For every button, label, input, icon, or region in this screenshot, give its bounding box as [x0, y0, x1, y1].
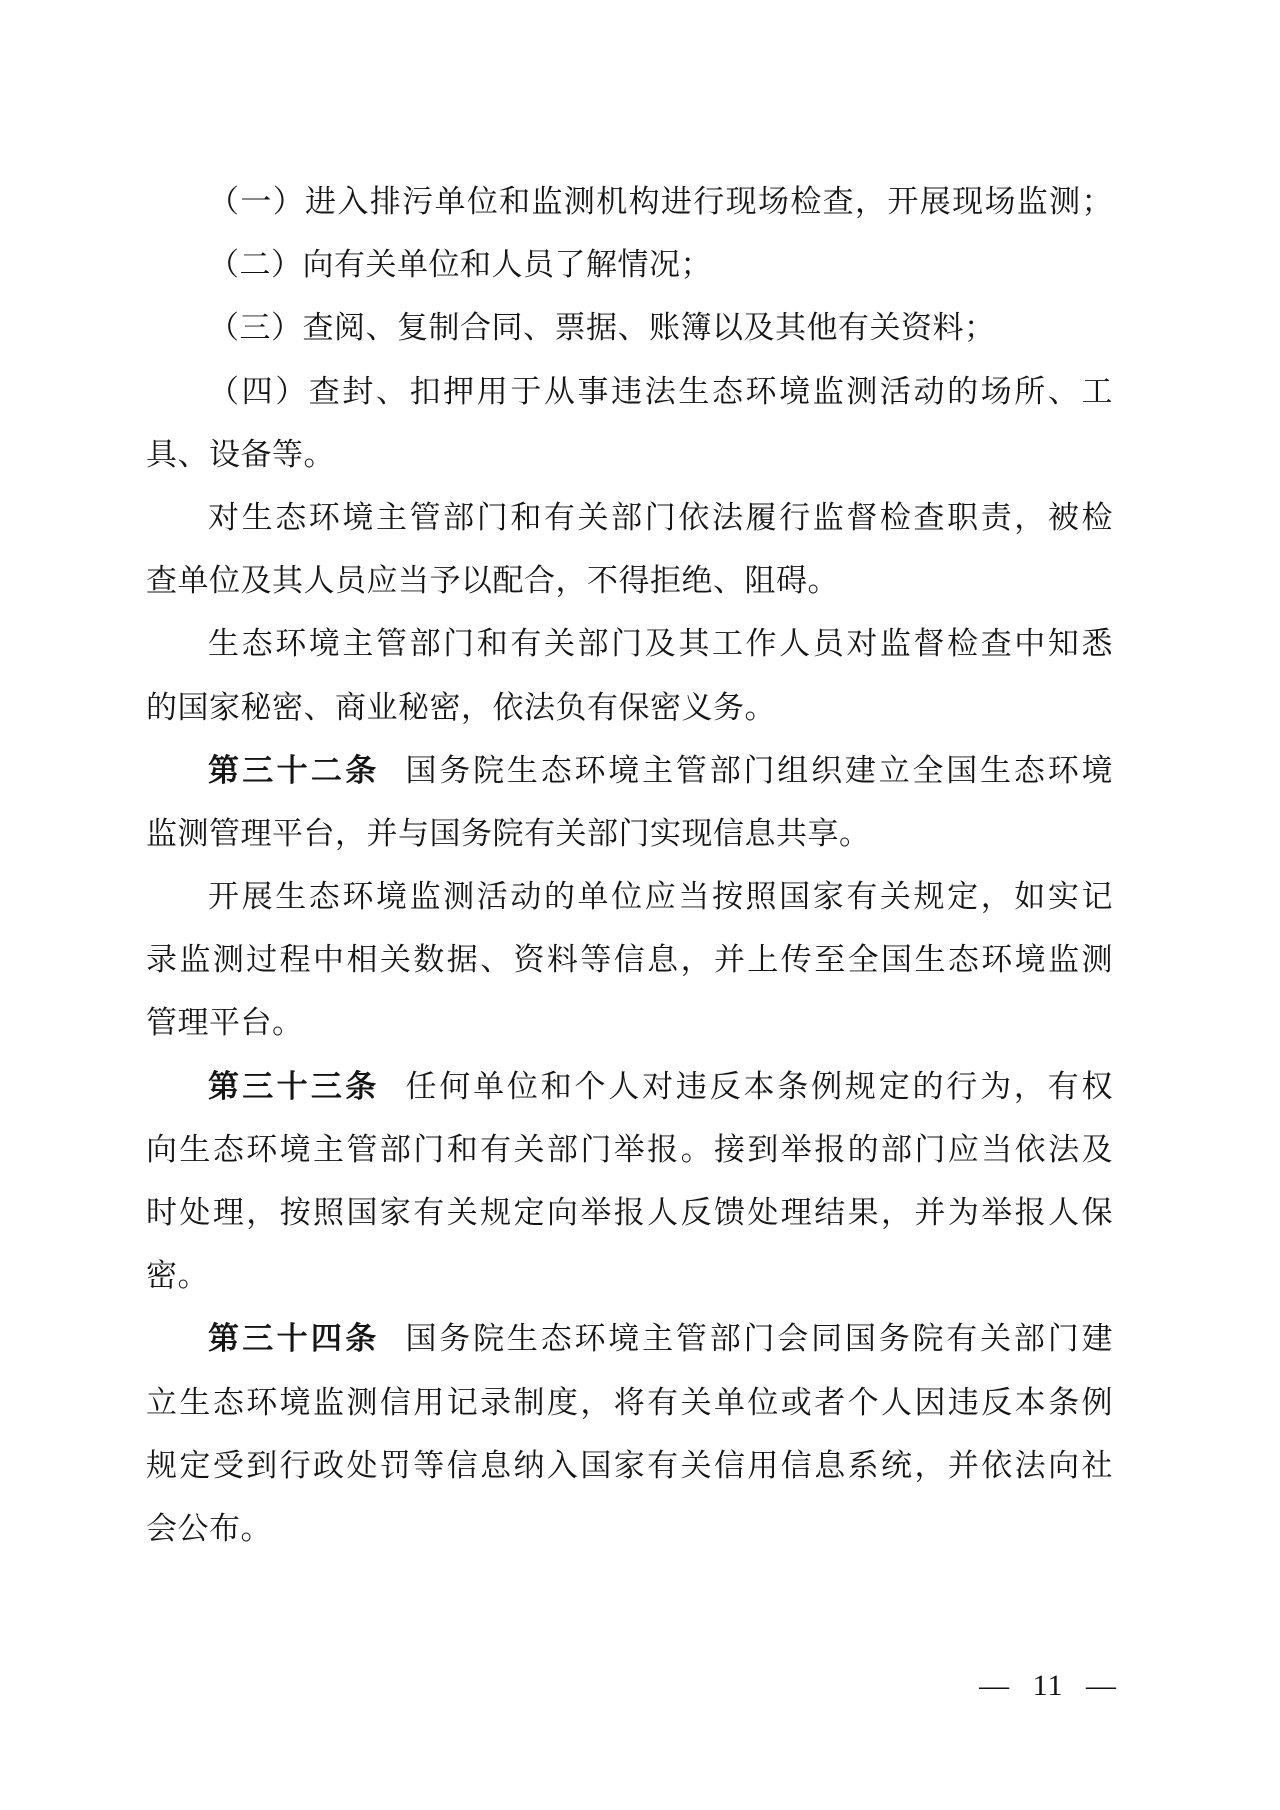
text-line: 第三十四条 国务院生态环境主管部门会同国务院有关部门建	[208, 1321, 1113, 1357]
page-number: — 11 —	[979, 1669, 1117, 1702]
text-line: 录监测过程中相关数据、资料等信息，并上传至全国生态环境监测	[146, 942, 1113, 978]
text-line: 时处理，按照国家有关规定向举报人反馈处理结果，并为举报人保	[146, 1195, 1113, 1230]
text-line: 立生态环境监测信用记录制度，将有关单位或者个人因违反本条例	[146, 1384, 1113, 1420]
text-line: 的国家秘密、商业秘密，依法负有保密义务。	[146, 689, 776, 725]
text-line: 管理平台。	[146, 1005, 304, 1041]
text-line: 密。	[146, 1258, 209, 1294]
text-line: 会公布。	[146, 1510, 272, 1546]
text-line: 对生态环境主管部门和有关部门依法履行监督检查职责，被检	[208, 499, 1113, 535]
text-line: 监测管理平台，并与国务院有关部门实现信息共享。	[146, 815, 871, 851]
text-line: （四）查封、扣押用于从事违法生态环境监测活动的场所、工	[208, 373, 1113, 409]
text-line: （三）查阅、复制合同、票据、账簿以及其他有关资料；	[208, 310, 996, 346]
text-line: 第三十二条 国务院生态环境主管部门组织建立全国生态环境	[208, 752, 1113, 788]
text-line: 第三十三条 任何单位和个人对违反本条例规定的行为，有权	[208, 1068, 1113, 1104]
article-number: 第三十二条	[208, 752, 380, 788]
text-line: （一）进入排污单位和监测机构进行现场检查，开展现场监测；	[208, 184, 1113, 219]
article-number: 第三十四条	[208, 1321, 380, 1357]
document-body	[146, 170, 1113, 1560]
text-line: 向生态环境主管部门和有关部门举报。接到举报的部门应当依法及	[146, 1131, 1113, 1167]
text-line: 生态环境主管部门和有关部门及其工作人员对监督检查中知悉	[208, 626, 1113, 662]
text-line: （二）向有关单位和人员了解情况；	[208, 247, 712, 283]
text-line: 开展生态环境监测活动的单位应当按照国家有关规定，如实记	[208, 879, 1113, 915]
article-number: 第三十三条	[208, 1068, 380, 1104]
page-footer	[979, 1668, 1117, 1704]
text-line: 具、设备等。	[146, 436, 335, 472]
text-line: 查单位及其人员应当予以配合，不得拒绝、阻碍。	[146, 563, 839, 599]
text-line: 规定受到行政处罚等信息纳入国家有关信用信息系统，并依法向社	[146, 1447, 1113, 1483]
